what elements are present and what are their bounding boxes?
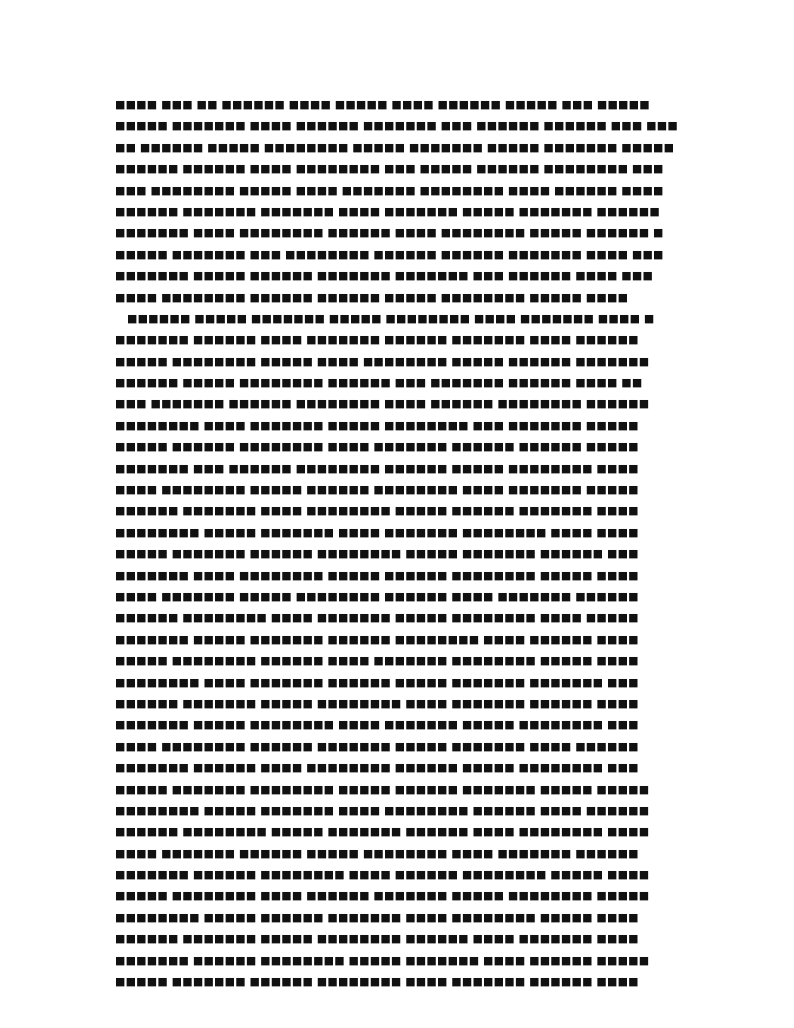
text-line: ■■■■■ ■■■■■■■ ■■■■■■■■ ■■■■■ ■■■■■■ ■■■■■■■ ■■■■■ ■■■■■: [115, 782, 650, 796]
text-line: ■■■■■ ■■■■■■■ ■■■■■■ ■■■■■■■■ ■■■■■ ■■■■■■■ ■■■■■■ ■■■: [115, 547, 639, 561]
text-line: ■■■■■■■■ ■■■■ ■■■■■■■ ■■■■■■ ■■■■■ ■■■■■■■ ■■■■■■■ ■■■: [115, 675, 639, 689]
text-line: ■■■■■■■ ■■■■■■ ■■■■■■■■ ■■■■ ■■■■■■ ■■■■■■■■ ■■■■■ ■■■■: [115, 868, 650, 882]
text-line: ■■■■■■ ■■■■■■■■ ■■■■■ ■■■■■■■ ■■■■■■ ■■■■ ■■■■■■■■ ■■■■: [115, 825, 650, 839]
text-line: ■■■■■■ ■■■■■■■ ■■■■ ■■■■■■■■ ■■■■■ ■■■■■■ ■■■■■■■ ■■■■: [115, 504, 639, 518]
text-line: ■■■■■ ■■■■■■■■ ■■■■■■ ■■■■ ■■■■■■■ ■■■■■■■■ ■■■■■ ■■■■: [115, 654, 639, 668]
text-line: ■■■■■■■ ■■■■ ■■■■■■■■ ■■■■■■ ■■■■ ■■■■■■■■ ■■■■■ ■■■■■■ ■: [115, 226, 664, 240]
text-line: ■■■ ■■■■■■■■ ■■■■■ ■■■■ ■■■■■■■ ■■■■■■■■ ■■■■ ■■■■■■ ■■■■: [115, 183, 664, 197]
text-line: ■■■■■■■ ■■■■■■ ■■■■■■■■ ■■■■■ ■■■■■■■ ■■■■ ■■■■■■ ■■■■■: [115, 953, 650, 967]
text-line: ■■■■■■ ■■■■■■■■ ■■■■ ■■■■■■■ ■■■■■ ■■■■■■■■ ■■■■ ■■■■■: [115, 611, 639, 625]
text-line: ■■■■■ ■■■■■■■■ ■■■■■ ■■■■ ■■■■■■■■ ■■■■■ ■■■■■■ ■■■■■■■: [115, 354, 650, 368]
text-line: ■■■■■■■ ■■■■■■ ■■■■ ■■■■■■■ ■■■■■■ ■■■■■■■ ■■■■ ■■■■■■: [115, 333, 639, 347]
text-line: ■■■■■ ■■■■■■■■ ■■■■ ■■■■■■ ■■■■■■■ ■■■■■ ■■■■■■■■ ■■■■■: [115, 889, 650, 903]
text-line: ■■■■■■ ■■■■■ ■■■■■■■ ■■■■■ ■■■■■■■■ ■■■■ ■■■■■■■ ■■■■ ■: [127, 311, 655, 325]
text-line: ■■■■■■ ■■■■■■ ■■■■ ■■■■■■■■ ■■■ ■■■■■ ■■■■■■ ■■■■■■■■ ■■■: [115, 162, 664, 176]
text-line: ■■■■■■■ ■■■■■■ ■■■■ ■■■■■■■■ ■■■■■■ ■■■■■ ■■■■■■■■ ■■■: [115, 761, 639, 775]
text-line: ■■■■■■ ■■■■■■■ ■■■■■ ■■■■■■■■ ■■■■ ■■■■■■■ ■■■■■■ ■■■■: [115, 696, 639, 710]
text-line: ■■■■■■ ■■■■■■■ ■■■■■■■ ■■■■ ■■■■■■■ ■■■■■ ■■■■■■■ ■■■■■■: [115, 204, 660, 218]
document-body-text: [115, 94, 680, 992]
text-line: ■■■■■ ■■■■■■■ ■■■■■■ ■■■■■■■■ ■■■■ ■■■■■■■ ■■■■■■ ■■■■: [115, 975, 639, 989]
text-line: ■■■■■■■ ■■■■■ ■■■■■■■■ ■■■■ ■■■■■■■ ■■■■■ ■■■■■■■■ ■■■: [115, 718, 639, 732]
text-line: ■■■■■■ ■■■■■ ■■■■■■■■ ■■■■■■ ■■■ ■■■■■■■ ■■■■■■ ■■■■ ■■: [115, 376, 643, 390]
text-line: ■■■■ ■■■■■■■■ ■■■■■■ ■■■■■■ ■■■■■ ■■■■■■■■ ■■■■■ ■■■■: [115, 290, 629, 304]
text-line: ■■■■ ■■■■■■■■ ■■■■■■ ■■■■■■■ ■■■■■ ■■■■■■■ ■■■■ ■■■■■■: [115, 739, 639, 753]
text-line: ■■■■ ■■■■■■■■ ■■■■■ ■■■■■■ ■■■■■■■■ ■■■■ ■■■■■■■ ■■■■■: [115, 483, 639, 497]
text-line: ■■■■ ■■■ ■■ ■■■■■■ ■■■■ ■■■■■ ■■■■ ■■■■■■ ■■■■■ ■■■ ■■■■■: [115, 98, 650, 111]
text-line: ■■■■■■■ ■■■■■ ■■■■■■■ ■■■■■■ ■■■■■■■■ ■■■■ ■■■■■■ ■■■■: [115, 632, 639, 646]
text-line: ■■■■■ ■■■■■■■ ■■■ ■■■■■■■■ ■■■■■■ ■■■■■■ ■■■■■■■ ■■■■ ■■■: [115, 247, 664, 261]
text-line: ■■ ■■■■■■ ■■■■■ ■■■■■■■■ ■■■■■ ■■■■■■■ ■■■■■ ■■■■■■■ ■■■■■: [115, 140, 675, 154]
text-line: ■■■■ ■■■■■■■ ■■■■■ ■■■■■■■■ ■■■■■■ ■■■■ ■■■■■■■ ■■■■■■: [115, 589, 639, 603]
text-line: ■■■■■■■ ■■■■ ■■■■■■■■ ■■■■■ ■■■■■■ ■■■■■■■■ ■■■■■ ■■■■: [115, 568, 639, 582]
text-line: ■■■■ ■■■■■■■ ■■■■■■ ■■■■■ ■■■■■■■■ ■■■■ ■■■■■■■ ■■■■■■: [115, 846, 639, 860]
text-line: ■■■ ■■■■■■■ ■■■■■■ ■■■■■■■■ ■■■■ ■■■■■■ ■■■■■■■■ ■■■■■■: [115, 397, 650, 411]
text-line: ■■■■■■■■ ■■■■■ ■■■■■■■ ■■■■ ■■■■■■■■ ■■■■■■ ■■■■ ■■■■■■: [115, 803, 650, 817]
text-line: ■■■■■■■■ ■■■■ ■■■■■■■ ■■■■■ ■■■■■■■■ ■■■ ■■■■■■■ ■■■■■: [115, 418, 639, 432]
text-line: ■■■■■ ■■■■■■■ ■■■■ ■■■■■■ ■■■■■■■ ■■■ ■■■■■■ ■■■■■■ ■■■ ■■■: [115, 119, 678, 133]
text-line: ■■■■■■■■ ■■■■■ ■■■■■■■ ■■■■ ■■■■■■■ ■■■■■■■■ ■■■■ ■■■■: [115, 525, 639, 539]
text-line: ■■■■■ ■■■■■■ ■■■■■■■■ ■■■■ ■■■■■■■ ■■■■■■ ■■■■■■ ■■■■■: [115, 440, 639, 454]
text-line: ■■■■■■■ ■■■■■ ■■■■■■ ■■■■■■■ ■■■■■■■ ■■■ ■■■■■■ ■■■■ ■■■: [115, 269, 654, 283]
text-line: ■■■■■■■■ ■■■■■ ■■■■■■ ■■■■■■■ ■■■■ ■■■■■■■■ ■■■■■ ■■■■: [115, 910, 639, 924]
text-line: ■■■■■■ ■■■■■■■ ■■■■■ ■■■■■■■■ ■■■■■■ ■■■■ ■■■■■■■ ■■■■: [115, 932, 639, 946]
text-line: ■■■■■■■ ■■■ ■■■■■■ ■■■■■■■■ ■■■■■■ ■■■■■ ■■■■■■■■ ■■■■: [115, 461, 639, 475]
